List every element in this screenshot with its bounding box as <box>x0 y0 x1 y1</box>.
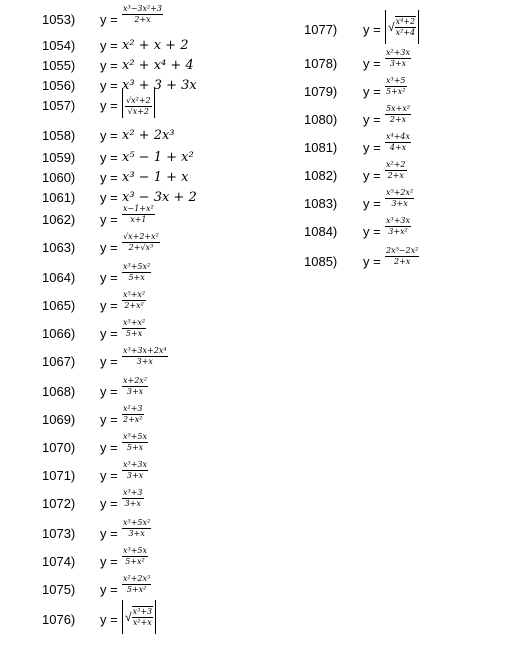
numerator: x−1+x² <box>123 204 154 213</box>
fraction <box>122 460 148 481</box>
denominator: 3+x <box>389 59 407 68</box>
numerator: x+2x² <box>123 376 148 385</box>
numerator: x⁴+4x <box>386 132 411 141</box>
exercise-row <box>0 188 520 220</box>
square-root-sign: √ <box>388 20 395 34</box>
numerator: x³+3x <box>386 216 411 225</box>
square-root-sign: √ <box>125 610 132 624</box>
numerator: x³+3x <box>123 460 148 469</box>
denominator: 3+x <box>136 357 153 366</box>
exercise-number: 1066) <box>42 326 76 341</box>
y-equals: y = <box>100 12 118 27</box>
exercise-row <box>0 607 520 636</box>
exercise-number: 1069) <box>42 412 76 427</box>
exercise-number: 1054) <box>42 38 76 53</box>
y-equals: y = <box>100 38 118 53</box>
denominator: x+1 <box>130 215 147 224</box>
exercise-number: 1084) <box>304 224 338 239</box>
exercise-row <box>0 460 520 492</box>
exercise-number: 1083) <box>304 196 338 211</box>
denominator: 3+x <box>391 199 408 208</box>
exercise-number: 1073) <box>42 526 76 541</box>
exercise-number: 1068) <box>42 384 76 399</box>
denominator: 2+x <box>389 115 407 124</box>
numerator: x⁵+5x <box>123 432 148 441</box>
exercise-row <box>0 160 520 192</box>
exercise-number: 1064) <box>42 270 76 285</box>
y-equals: y = <box>100 98 118 113</box>
numerator: x³+5x <box>123 546 148 555</box>
exercise-number: 1056) <box>42 78 76 93</box>
exercise-number: 1080) <box>304 112 338 127</box>
fraction <box>122 376 148 397</box>
denominator: x²+x <box>132 618 152 627</box>
y-equals: y = <box>100 240 118 255</box>
numerator: x³+5 <box>386 76 406 85</box>
y-equals: y = <box>100 612 118 627</box>
y-equals: y = <box>100 270 118 285</box>
denominator: 3+x <box>126 387 144 396</box>
y-equals: y = <box>363 196 381 211</box>
y-equals: y = <box>363 56 381 71</box>
y-equals: y = <box>363 168 381 183</box>
denominator: 5+x² <box>125 557 145 566</box>
fraction <box>385 160 407 181</box>
denominator: 2+x² <box>124 301 144 310</box>
exercise-row <box>0 290 520 322</box>
y-equals: y = <box>100 298 118 313</box>
numerator: √x²+2 <box>126 96 151 105</box>
exercise-number: 1065) <box>42 298 76 313</box>
denominator: 5+x <box>126 443 144 452</box>
absolute-value <box>122 600 156 634</box>
numerator: x⁵+x² <box>123 290 146 299</box>
y-equals: y = <box>100 440 118 455</box>
exercise-number: 1081) <box>304 140 338 155</box>
fraction <box>122 346 168 367</box>
exercise-number: 1067) <box>42 354 76 369</box>
exercise-number: 1079) <box>304 84 338 99</box>
y-equals: y = <box>100 554 118 569</box>
exercise-row <box>0 432 520 464</box>
fraction <box>122 432 148 453</box>
y-equals: y = <box>363 254 381 269</box>
fraction <box>122 290 146 311</box>
denominator: 2+x <box>134 15 151 24</box>
y-equals: y = <box>100 526 118 541</box>
numerator: x²+2 <box>386 160 406 169</box>
numerator: x²+3 <box>123 404 143 413</box>
exercise-row <box>0 48 520 80</box>
numerator: x³+3x+2x⁴ <box>123 346 167 355</box>
exercise-number: 1082) <box>304 168 338 183</box>
exercise-number: 1085) <box>304 254 338 269</box>
denominator: 2+x <box>387 171 404 180</box>
numerator: 2x⁵−2x² <box>386 246 419 255</box>
numerator: x⁵+5x² <box>123 518 151 527</box>
polynomial-expression: x³ − 3x + 2 <box>122 190 197 205</box>
polynomial-expression: x² + 2x³ <box>122 128 175 143</box>
y-equals: y = <box>100 190 118 205</box>
exercise-number: 1059) <box>42 150 76 165</box>
y-equals: y = <box>363 112 381 127</box>
y-equals: y = <box>100 354 118 369</box>
exercise-number: 1074) <box>42 554 76 569</box>
polynomial-expression: x² + x + 2 <box>122 38 189 53</box>
y-equals: y = <box>100 326 118 341</box>
denominator: 2+x <box>394 257 411 266</box>
exercise-row <box>0 574 520 606</box>
numerator: x²+3x <box>386 48 411 57</box>
fraction <box>122 488 144 509</box>
numerator: x⁵+x² <box>123 318 146 327</box>
exercise-row <box>0 518 520 550</box>
fraction <box>122 574 151 595</box>
y-equals: y = <box>100 496 118 511</box>
exercise-number: 1061) <box>42 190 76 205</box>
numerator: x⁴+2 <box>395 17 416 26</box>
exercise-row <box>0 346 520 378</box>
exercise-number: 1057) <box>42 98 76 113</box>
y-equals: y = <box>100 212 118 227</box>
exercise-number: 1072) <box>42 496 76 511</box>
exercise-number: 1055) <box>42 58 76 73</box>
y-equals: y = <box>100 150 118 165</box>
fraction <box>395 16 417 38</box>
denominator: 5+x <box>128 273 145 282</box>
exercise-number: 1076) <box>42 612 76 627</box>
y-equals: y = <box>100 78 118 93</box>
y-equals: y = <box>100 468 118 483</box>
numerator: x⁵+2x² <box>386 188 414 197</box>
exercise-number: 1071) <box>42 468 76 483</box>
fraction <box>385 216 411 237</box>
polynomial-expression: x³ − 1 + x <box>122 170 189 185</box>
denominator: 3+x <box>128 529 145 538</box>
numerator: x²+2x³ <box>123 574 151 583</box>
y-equals: y = <box>363 22 381 37</box>
denominator: x²+4 <box>395 28 416 37</box>
y-equals: y = <box>363 84 381 99</box>
y-equals: y = <box>363 140 381 155</box>
exercise-number: 1070) <box>42 440 76 455</box>
y-equals: y = <box>100 170 118 185</box>
y-equals: y = <box>100 128 118 143</box>
denominator: 5+x² <box>126 585 147 594</box>
exercise-number: 1063) <box>42 240 76 255</box>
fraction <box>385 132 411 153</box>
exercise-number: 1060) <box>42 170 76 185</box>
fraction <box>385 246 419 267</box>
exercise-row <box>0 76 520 108</box>
exercise-number: 1078) <box>304 56 338 71</box>
fraction <box>385 48 411 69</box>
exercise-row <box>0 404 520 436</box>
fraction <box>132 606 154 628</box>
fraction <box>122 518 151 539</box>
exercise-number: 1058) <box>42 128 76 143</box>
absolute-value <box>385 10 419 44</box>
denominator: 4+x <box>389 143 407 152</box>
polynomial-expression: x⁵ − 1 + x² <box>122 150 194 165</box>
denominator: 3+x <box>124 499 141 508</box>
denominator: 3+x <box>126 471 144 480</box>
exercise-number: 1062) <box>42 212 76 227</box>
denominator: √x+2 <box>127 107 149 116</box>
exercise-row <box>0 488 520 520</box>
numerator: 5x+x² <box>386 104 411 113</box>
denominator: 5+x² <box>386 87 406 96</box>
fraction <box>122 318 146 339</box>
y-equals: y = <box>100 412 118 427</box>
denominator: 3+x² <box>388 227 408 236</box>
denominator: 2+√x³ <box>128 243 154 252</box>
polynomial-expression: x² + x⁴ + 4 <box>122 58 194 73</box>
fraction <box>385 188 414 209</box>
y-equals: y = <box>100 58 118 73</box>
numerator: x³+3 <box>132 607 153 616</box>
exercise-number: 1053) <box>42 12 76 27</box>
numerator: x³+5x² <box>123 262 151 271</box>
numerator: x³+3 <box>123 488 143 497</box>
exercise-row <box>0 376 520 408</box>
exercise-row <box>0 318 520 350</box>
exercise-number: 1077) <box>304 22 338 37</box>
fraction <box>385 76 407 97</box>
fraction <box>385 104 411 125</box>
exercise-number: 1075) <box>42 582 76 597</box>
exercise-row <box>0 546 520 578</box>
y-equals: y = <box>100 384 118 399</box>
fraction <box>122 404 144 425</box>
y-equals: y = <box>363 224 381 239</box>
numerator: x³−3x²+3 <box>123 4 163 13</box>
fraction <box>122 546 148 567</box>
numerator: √x+2+x² <box>123 232 159 241</box>
y-equals: y = <box>100 582 118 597</box>
denominator: 5+x <box>125 329 143 338</box>
polynomial-expression: x³ + 3 + 3x <box>122 78 197 93</box>
denominator: 2+x² <box>123 415 143 424</box>
